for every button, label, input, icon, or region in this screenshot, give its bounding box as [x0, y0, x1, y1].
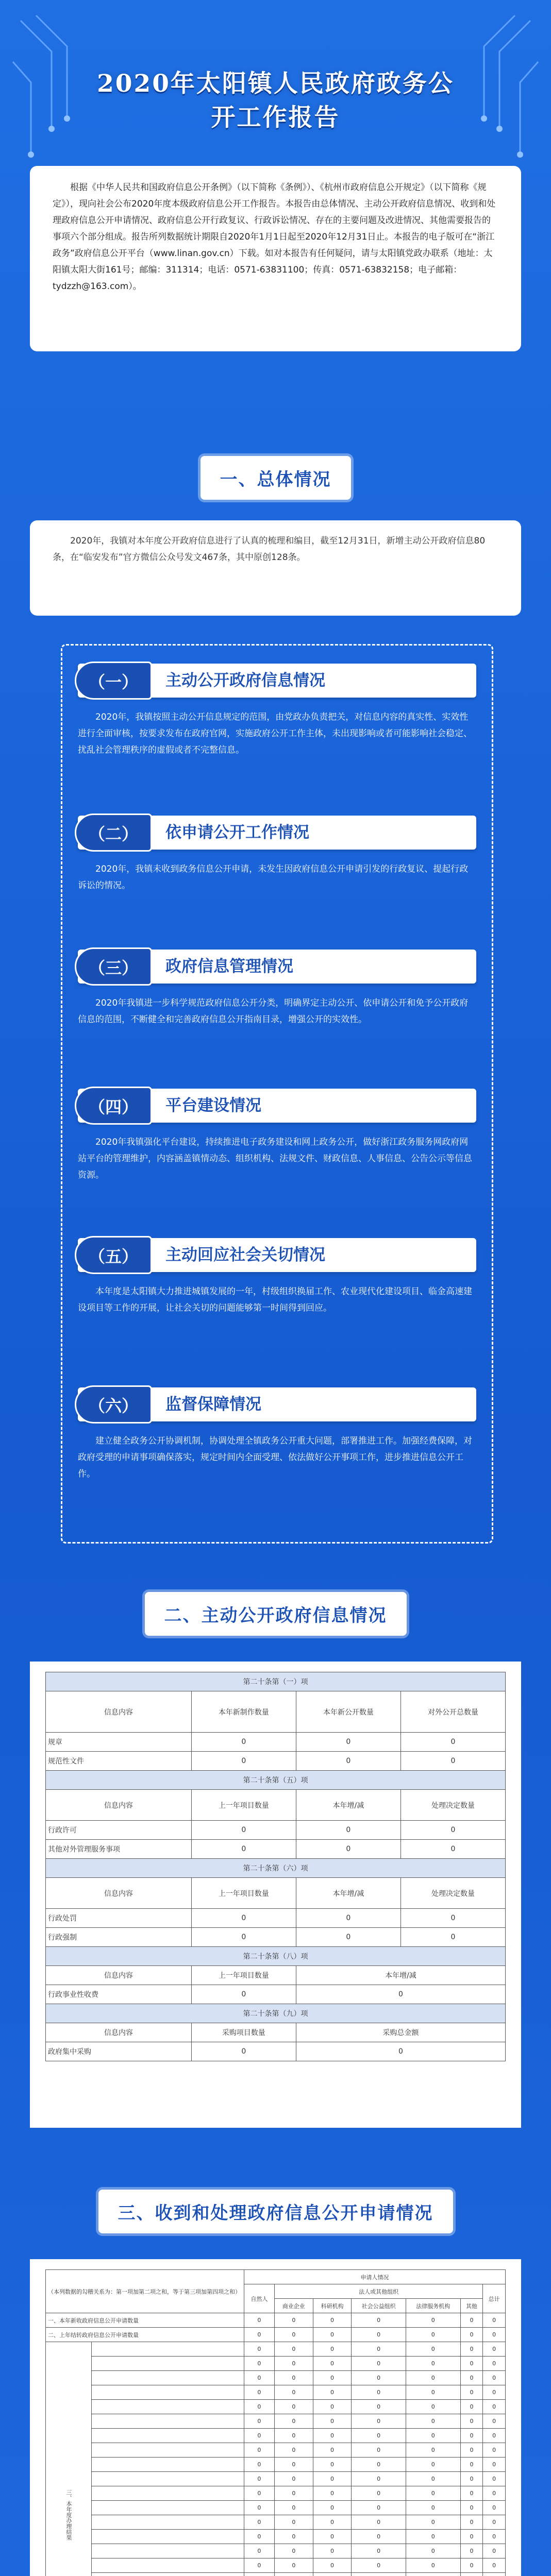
- subsection-title: 监督保障情况: [165, 1395, 261, 1414]
- subsection-text: 2020年，我镇未收到政务信息公开申请，未发生因政府信息公开申请引发的行政复议、提起行政诉讼的情况。: [78, 864, 469, 891]
- table-row: 0 0 0 0 0 0 0: [46, 2458, 506, 2472]
- subsection-3: [78, 950, 476, 1028]
- subsection-text: 2020年我镇进一步科学规范政府信息公开分类，明确界定主动公开、依申请公开和免予公开政府信息的范围，不断健全和完善政府信息公开指南目录，增强公开的实效性。: [78, 998, 469, 1025]
- table-row: 0 0 0 0 0 0 0: [46, 2515, 506, 2530]
- table-row: 规章 0 0 0: [46, 1733, 506, 1752]
- table-row: 0 0 0 0 0 0 0: [46, 2501, 506, 2515]
- table-row: 其他对外管理服务事项 0 0 0: [46, 1840, 506, 1859]
- table-row: 0 0 0 0 0 0 0: [46, 2385, 506, 2400]
- table-row: [46, 2573, 506, 2576]
- table-row: 0 0 0 0 0 0 0: [46, 2371, 506, 2385]
- table-row: 二、上年结转政府信息公开申请数量 0 0 0 0 0 0 0: [46, 2328, 506, 2342]
- table-row: 0 0 0 0 0 0 0: [46, 2400, 506, 2414]
- subsection-text: 2020年，我镇按照主动公开信息规定的范围，由党政办负责把关，对信息内容的真实性、实效性进行全面审核，按要求发布在政府官网，实施政府公开工作主体，未出现影响或者可能影响社会稳定、扰乱社会管理秩序的虚假或者不完整信息。: [78, 712, 472, 755]
- table-row: 规范性文件 0 0 0: [46, 1752, 506, 1771]
- subsection-6: [78, 1387, 476, 1482]
- subsection-number: （四）: [75, 1087, 152, 1125]
- table-row: 行政处罚 0 0 0: [46, 1909, 506, 1928]
- section-title-2: 二、主动公开政府信息情况: [0, 1592, 551, 1636]
- subsection-4: [78, 1089, 476, 1183]
- table-row: 政府集中采购 0 0: [46, 2042, 506, 2061]
- subsection-title: 主动公开政府信息情况: [165, 671, 325, 690]
- summary-box: [30, 520, 521, 616]
- subsection-5: [78, 1238, 476, 1316]
- table-row: 三、本年度办理结果 0 0 0 0 0 0 0: [46, 2342, 506, 2357]
- report-title: 2020年太阳镇人民政府政务公开工作报告: [97, 70, 454, 132]
- subsection-number: （五）: [75, 1236, 152, 1274]
- subsection-2: [78, 816, 476, 894]
- subsection-number: （一）: [75, 662, 152, 700]
- subsection-1: [78, 664, 476, 758]
- table-row: 行政许可 0 0 0: [46, 1821, 506, 1840]
- subsection-title: 平台建设情况: [165, 1096, 261, 1115]
- table-row: 0 0 0 0 0 0 0: [46, 2414, 506, 2429]
- subsection-title: 依申请公开工作情况: [165, 823, 309, 842]
- intro-text: 根据《中华人民共和国政府信息公开条例》（以下简称《条例》）、《杭州市政府信息公开规定》（以下简称《规定》），现向社会公布2020年度本级政府信息公开工作报告。本报告由总体情况、主动公开政府信息情况、收到和处理政府信息公开申请情况、政府信息公开行政复议、行政诉讼情况、存在的主要问题及改进情况、其他需要报告的事项六个部分组成。报告所列数据统计期限自2020年1月1日起至2020年12月31日止。本报告的电子版可在“浙江政务”政府信息公开平台（www.linan.gov.cn）下载。如对本报告有任何疑问，请与太阳镇党政办联系（地址：太阳镇太阳大街161号；邮编：311314；电话：0571-63831100；传真：0571-63832158；电子邮箱：tydzzh@163.com）。: [53, 182, 496, 292]
- subsection-title: 政府信息管理情况: [165, 957, 293, 976]
- application-table: （本列数据的勾稽关系为：第一项加第二项之和，等于第三项加第四项之和） 申请人情况 自然人 法人或其他组织 总计 商业企业 科研机构 社会公益组织 法律服务机构 其他 一、本年新收政府信息公开申请数量 0 0 0 0 0 0 0 二、上年结转政府信息公开申请数量 0 0 0 0 0 0 0 三、本年度办理结果 0 0 0 0 0 0 0 0 0 0 0 0 0 0 0 0 0 0 0 0 0 0 0 0 0 0 0 0 0 0 0 0 0 0 0 0 0 0 0 0 0 0 0 0 0 0 0 0 0 0 0 0 0 0 0 0 0 0 0 0 0 0 0 0 0 0 0 0 0 0 0 0 0 0 0 0 0 0 0 0 0 0 0 0 0 0 0 0 0 0 0 0 0 0 0 0 0 0 0 0 0 0 0 0 0 0 0 0 0 0 0 0: [45, 2269, 506, 2576]
- table-row: 行政事业性收费 0 0: [46, 1985, 506, 2004]
- subsection-text: 2020年我镇强化平台建设，持续推进电子政务建设和网上政务公开，做好浙江政务服务网政府网站平台的管理维护，内容涵盖镇情动态、组织机构、法规文件、财政信息、人事信息、公告公示等信息资源。: [78, 1137, 472, 1180]
- active-disclosure-table-box: [30, 1662, 521, 2128]
- table-row: 0 0 0 0 0 0 0: [46, 2357, 506, 2371]
- table-row: 0 0 0 0 0 0 0: [46, 2530, 506, 2544]
- section-title-3: 三、收到和处理政府信息公开申请情况: [0, 2190, 551, 2233]
- active-disclosure-table: 第二十条第（一）项 信息内容 本年新制作数量 本年新公开数量 对外公开总数量 规章 0 0 0 规范性文件 0 0 0 第二十条第（五）项 信息内容 上一年项目数量 本年增/减 处理决定数量 行政许可 0 0 0 其他对外管理服务事项 0 0 0 第二十条第（六）项 信息内容 上一年项目数量 本年增/减 处理决定数量 行政处罚 0 0 0 行政强制 0 0 0 第二十条第（八）项 信息内容 上一年项目数量 本年增/减 行政事业性收费 0 0 第二十条第（九）项 信息内容 采购项目数量 采购总金额 政府集中采购 0 0: [45, 1672, 506, 2061]
- subsection-text: 建立健全政务公开协调机制，协调处理全镇政务公开重大问题，部署推进工作。加强经费保障，对政府受理的申请事项确保落实，规定时间内全面受理、依法做好公开事项工作，进步推进信息公开工作。: [78, 1436, 472, 1479]
- summary-text: 2020年，我镇对本年度公开政府信息进行了认真的梳理和编目，截至12月31日，新增主动公开政府信息80条，在“临安发布”官方微信公众号发文467条，其中原创128条。: [53, 536, 486, 563]
- table-row: 0 0 0 0 0 0 0: [46, 2429, 506, 2443]
- table-row: 0 0 0 0 0 0 0: [46, 2486, 506, 2501]
- subsection-number: （二）: [75, 814, 152, 852]
- table-row: 0 0 0 0 0 0 0: [46, 2558, 506, 2573]
- report-header: [0, 0, 551, 170]
- subsection-number: （六）: [75, 1385, 152, 1423]
- table-row: 行政强制 0 0 0: [46, 1928, 506, 1947]
- table-row: 一、本年新收政府信息公开申请数量 0 0 0 0 0 0 0: [46, 2313, 506, 2328]
- subsections-frame: [61, 644, 493, 1544]
- application-table-box: [30, 2259, 521, 2576]
- table-row: 0 0 0 0 0 0 0: [46, 2472, 506, 2486]
- table-row: 0 0 0 0 0 0 0: [46, 2544, 506, 2558]
- intro-box: [30, 166, 521, 351]
- subsection-text: 本年度是太阳镇大力推进城镇发展的一年，村级组织换届工作、农业现代化建设项目、临金高速建设项目等工作的开展，让社会关切的问题能够第一时间得到回应。: [78, 1286, 472, 1313]
- subsection-title: 主动回应社会关切情况: [165, 1246, 325, 1264]
- section-title-1: 一、总体情况: [0, 456, 551, 500]
- subsection-number: （三）: [75, 947, 152, 986]
- table-row: 0 0 0 0 0 0 0: [46, 2443, 506, 2458]
